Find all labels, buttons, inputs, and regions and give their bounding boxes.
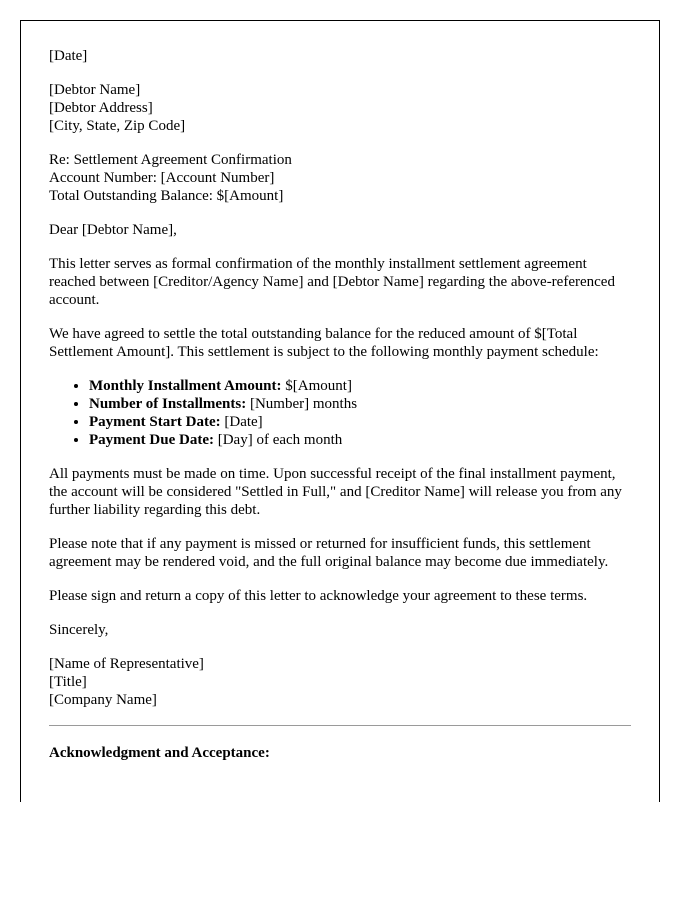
reference-block (49, 151, 631, 205)
paragraph-sign-request: Please sign and return a copy of this letter to acknowledge your agreement to these terms. (49, 588, 588, 604)
paragraph-intro: This letter serves as formal confirmation of the monthly installment settlement agreement reached between [Creditor/Agency Name] and [Debtor Name] regarding the above-referenced account. (49, 256, 615, 308)
schedule-label: Payment Due Date: (89, 432, 214, 448)
outstanding-balance-line: Total Outstanding Balance: $[Amount] (49, 188, 284, 204)
schedule-value: [Day] of each month (213, 432, 343, 448)
payment-schedule-list (49, 377, 631, 449)
schedule-value: [Number] months (246, 396, 358, 412)
schedule-label: Payment Start Date: (89, 414, 221, 430)
schedule-value: $[Amount] (281, 378, 352, 394)
schedule-label: Monthly Installment Amount: (89, 378, 282, 394)
debtor-name: [Debtor Name] (49, 82, 141, 98)
company-name: [Company Name] (49, 692, 157, 708)
paragraph-agreement: We have agreed to settle the total outstanding balance for the reduced amount of $[Total Settlement Amount]. This settlement is subject to the following monthly payment schedule: (49, 326, 599, 360)
schedule-item-installment-amount (89, 377, 631, 395)
schedule-item-number-of-installments (89, 395, 631, 413)
debtor-address: [Debtor Address] (49, 100, 153, 116)
letter-date: [Date] (49, 48, 88, 64)
representative-title: [Title] (49, 674, 87, 690)
representative-name: [Name of Representative] (49, 656, 204, 672)
schedule-item-start-date (89, 413, 631, 431)
schedule-item-due-date (89, 431, 631, 449)
section-divider (49, 725, 631, 726)
letter-page (20, 20, 660, 802)
schedule-value: [Date] (220, 414, 263, 430)
debtor-address-block (49, 81, 631, 135)
acknowledgment-heading: Acknowledgment and Acceptance: (49, 745, 270, 761)
account-number-line: Account Number: [Account Number] (49, 170, 275, 186)
closing: Sincerely, (49, 622, 109, 638)
re-line: Re: Settlement Agreement Confirmation (49, 152, 292, 168)
signature-block (49, 655, 631, 709)
paragraph-missed-payment: Please note that if any payment is missed or returned for insufficient funds, this settlement agreement may be rendered void, and the full original balance may become due immediately. (49, 536, 609, 570)
schedule-label: Number of Installments: (89, 396, 247, 412)
debtor-city-state-zip: [City, State, Zip Code] (49, 118, 186, 134)
paragraph-payments: All payments must be made on time. Upon successful receipt of the final installment payment, the account will be considered "Settled in Full," and [Creditor Name] will release you from any further liability regarding this debt. (49, 466, 622, 518)
salutation: Dear [Debtor Name], (49, 222, 177, 238)
